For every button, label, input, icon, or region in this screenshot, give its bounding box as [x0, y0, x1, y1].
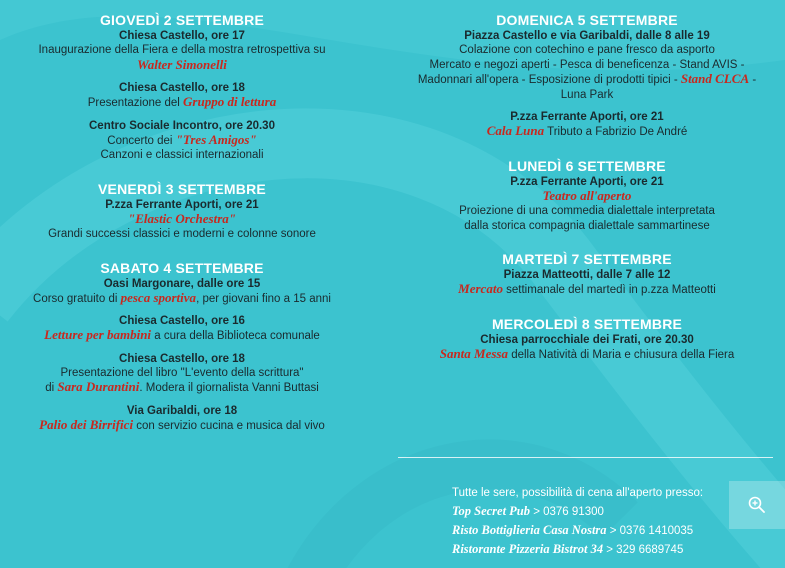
- event-highlight: Letture per bambini: [44, 327, 152, 342]
- divider: [398, 457, 773, 458]
- event: [8, 119, 356, 163]
- day-heading: DOMENICA 5 SETTEMBRE: [496, 12, 678, 28]
- event-text: -: [749, 74, 757, 86]
- event-place: Chiesa Castello, ore 16: [119, 315, 245, 327]
- event: [398, 110, 776, 140]
- day-heading: SABATO 4 SETTEMBRE: [100, 259, 264, 276]
- dinner-info: [452, 484, 752, 559]
- event-highlight: Teatro all'aperto: [542, 187, 632, 203]
- event-highlight: Palio dei Birrifici: [39, 416, 134, 432]
- event-highlight: Gruppo di lettura: [183, 94, 277, 109]
- event-text: settimanale del martedì in p.zza Matteotti: [502, 284, 716, 296]
- event-text: . Modera il giornalista Vanni Buttasi: [139, 382, 319, 394]
- event-highlight: Santa Messa: [439, 345, 508, 361]
- event-highlight: Mercato: [458, 281, 503, 296]
- event-place: Chiesa Castello, ore 18: [119, 82, 245, 94]
- event-text: Colazione con cotechino e pane fresco da asporto: [459, 44, 715, 56]
- event-place: Centro Sociale Incontro, ore 20.30: [89, 119, 275, 132]
- day-heading: MERCOLEDÌ 8 SETTEMBRE: [491, 315, 683, 332]
- event-text: Concerto dei: [107, 134, 176, 147]
- event-text: Inaugurazione della Fiera e della mostra retrospettiva su: [38, 44, 326, 56]
- dinner-intro: Tutte le sere, possibilità di cena all'aperto presso:: [452, 487, 704, 499]
- event-text: Presentazione del: [87, 97, 184, 109]
- event-highlight: pesca sportiva: [120, 289, 197, 305]
- event-text: della Natività di Maria e chiusura della Fiera: [508, 348, 735, 361]
- event-text: Tributo a Fabrizio De André: [544, 126, 688, 138]
- event-place: Chiesa Castello, ore 18: [119, 352, 245, 365]
- event-place: P.zza Ferrante Aporti, ore 21: [510, 175, 664, 188]
- zoom-in-icon: [747, 495, 767, 515]
- event: [8, 314, 356, 344]
- event-place: Piazza Matteotti, dalle 7 alle 12: [503, 269, 671, 281]
- day-heading: GIOVEDÌ 2 SETTEMBRE: [99, 12, 265, 28]
- restaurant-name: Ristorante Pizzeria Bistrot 34: [452, 542, 604, 556]
- event: [8, 277, 356, 307]
- event-text: , per giovani fino a 15 anni: [196, 292, 331, 305]
- event-text: di: [45, 382, 58, 394]
- event-text: Proiezione di una commedia dialettale interpretata: [459, 205, 715, 217]
- event: [398, 268, 776, 298]
- restaurant-name: Risto Bottiglieria Casa Nostra: [452, 523, 607, 537]
- restaurant-line: [452, 521, 752, 540]
- event-highlight: "Tres Amigos": [175, 131, 257, 147]
- event-place: P.zza Ferrante Aporti, ore 21: [510, 111, 664, 123]
- event-text: Presentazione del libro "L'evento della scrittura": [60, 366, 304, 379]
- event-text: con servizio cucina e musica dal vivo: [133, 419, 325, 432]
- event-text: Grandi successi classici e moderni e colonne sonore: [48, 228, 316, 240]
- event-highlight: Sara Durantini: [57, 379, 140, 394]
- event-text: dalla storica compagnia dialettale sammartinese: [464, 219, 710, 232]
- restaurant-line: [452, 540, 752, 559]
- day-heading: LUNEDÌ 6 SETTEMBRE: [508, 157, 666, 174]
- restaurant-name: Top Secret Pub: [452, 504, 531, 518]
- event-highlight: Walter Simonelli: [137, 56, 227, 72]
- event-place: Oasi Margonare, dalle ore 15: [103, 277, 261, 290]
- day-heading: VENERDÌ 3 SETTEMBRE: [98, 180, 266, 197]
- event: [8, 29, 356, 73]
- event: [8, 352, 356, 396]
- event-place: P.zza Ferrante Aporti, ore 21: [105, 198, 259, 211]
- event: [8, 198, 356, 242]
- event-text: Mercato e negozi aperti - Pesca di beneficenza - Stand AVIS -: [429, 58, 745, 71]
- zoom-button[interactable]: [729, 481, 785, 529]
- event-text: Corso gratuito di: [33, 292, 121, 305]
- event-highlight: Cala Luna: [486, 123, 545, 138]
- event-text: a cura della Biblioteca comunale: [151, 330, 320, 342]
- left-column: [8, 12, 356, 441]
- event-place: Chiesa parrocchiale dei Frati, ore 20.30: [480, 333, 694, 346]
- event-highlight: Stand CLCA: [680, 71, 750, 86]
- restaurant-phone: > 329 6689745: [603, 544, 684, 556]
- event-place: Piazza Castello e via Garibaldi, dalle 8 alle 19: [464, 30, 710, 42]
- event: [398, 175, 776, 234]
- event-text: Luna Park: [560, 88, 614, 101]
- right-column: [398, 12, 776, 370]
- event: [8, 81, 356, 111]
- event: [8, 404, 356, 434]
- day-heading: MARTEDÌ 7 SETTEMBRE: [502, 251, 672, 267]
- restaurant-line: [452, 502, 752, 521]
- event-place: Via Garibaldi, ore 18: [126, 404, 238, 417]
- event-text: Canzoni e classici internazionali: [100, 149, 264, 161]
- event-highlight: "Elastic Orchestra": [128, 210, 236, 226]
- restaurant-phone: > 0376 91300: [530, 506, 604, 518]
- event-place: Chiesa Castello, ore 17: [119, 30, 245, 42]
- event: [398, 29, 776, 102]
- event: [398, 333, 776, 363]
- event-text: Madonnari all'opera - Esposizione di prodotti tipici -: [417, 74, 681, 86]
- restaurant-phone: > 0376 1410035: [606, 525, 694, 537]
